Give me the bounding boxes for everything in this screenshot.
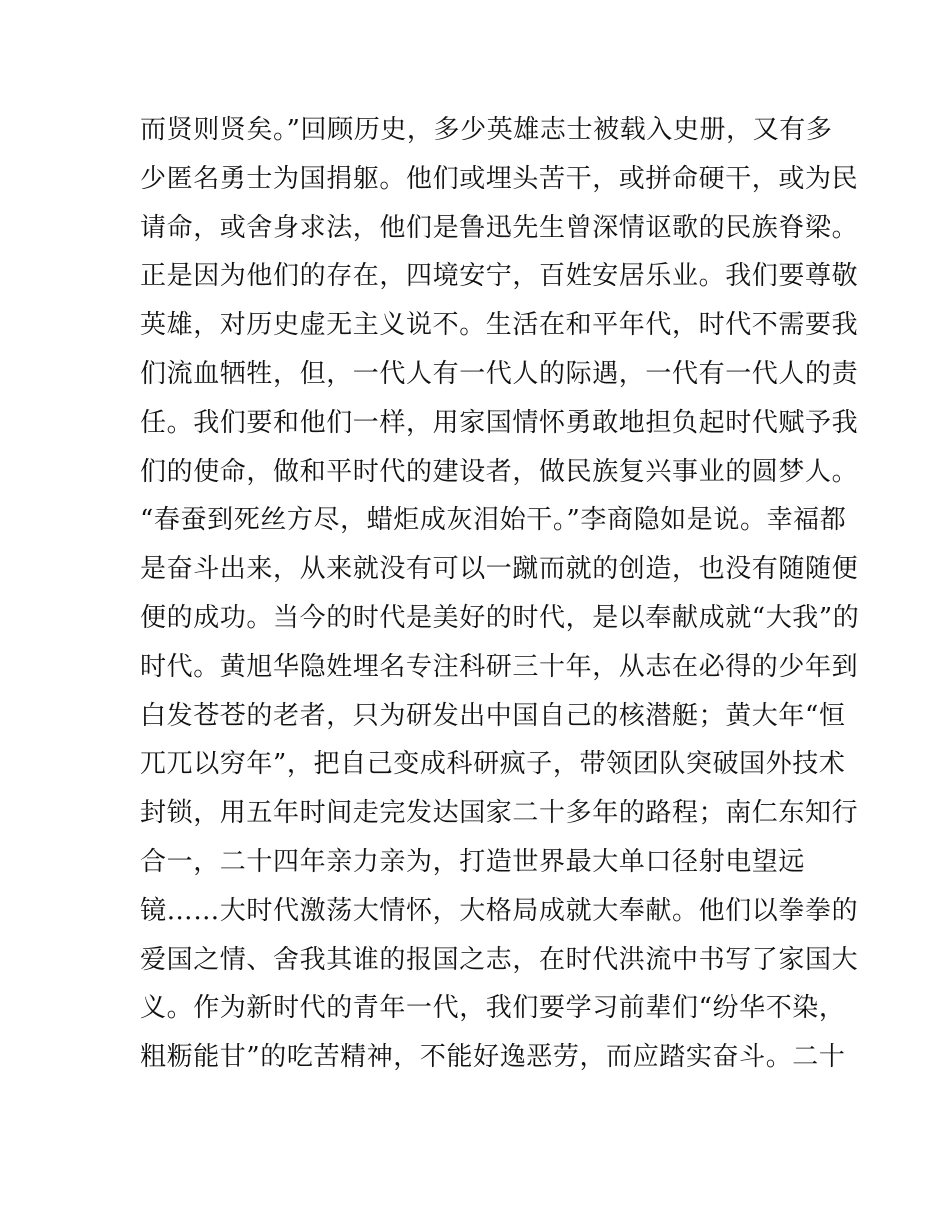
text-line: 兀兀以穷年”，把自己变成科研疯子，带领团队突破国外技术 [140, 749, 846, 780]
text-line: 是奋斗出来，从来就没有可以一蹴而就的创造，也没有随随便 [140, 554, 859, 585]
body-text [140, 106, 860, 1082]
text-line: 粗粝能甘”的吃苦精神，不能好逸恶劳，而应踏实奋斗。二十 [140, 1042, 846, 1073]
text-line: 英雄，对历史虚无主义说不。生活在和平年代，时代不需要我 [140, 310, 859, 341]
text-line: 义。作为新时代的青年一代，我们要学习前辈们“纷华不染， [140, 993, 846, 1024]
text-line: 白发苍苍的老者，只为研发出中国自己的核潜艇；黄大年“恒 [140, 700, 846, 731]
text-line: 镜……大时代激荡大情怀，大格局成就大奉献。他们以拳拳的 [140, 895, 859, 926]
text-line: 正是因为他们的存在，四境安宁，百姓安居乐业。我们要尊敬 [140, 261, 859, 292]
text-line: 们的使命，做和平时代的建设者，做民族复兴事业的圆梦人。 [140, 456, 859, 487]
text-line: 少匿名勇士为国捐躯。他们或埋头苦干，或拼命硬干，或为民 [140, 163, 859, 194]
text-line: 封锁，用五年时间走完发达国家二十多年的路程；南仁东知行 [140, 798, 859, 829]
text-line: 们流血牺牲，但，一代人有一代人的际遇，一代有一代人的责 [140, 358, 859, 389]
text-line: 爱国之情、舍我其谁的报国之志，在时代洪流中书写了家国大 [140, 944, 859, 975]
text-line: 任。我们要和他们一样，用家国情怀勇敢地担负起时代赋予我 [140, 407, 859, 438]
text-line: 请命，或舍身求法，他们是鲁迅先生曾深情讴歌的民族脊梁。 [140, 212, 859, 243]
text-line: “春蚕到死丝方尽，蜡炬成灰泪始干。”李商隐如是说。幸福都 [140, 505, 847, 536]
text-line: 而贤则贤矣。”回顾历史，多少英雄志士被载入史册，又有多 [140, 115, 833, 145]
text-line: 合一，二十四年亲力亲为，打造世界最大单口径射电望远 [140, 846, 806, 877]
text-line: 时代。黄旭华隐姓埋名专注科研三十年，从志在必得的少年到 [140, 651, 859, 682]
text-line: 便的成功。当今的时代是美好的时代，是以奉献成就“大我”的 [140, 602, 860, 633]
